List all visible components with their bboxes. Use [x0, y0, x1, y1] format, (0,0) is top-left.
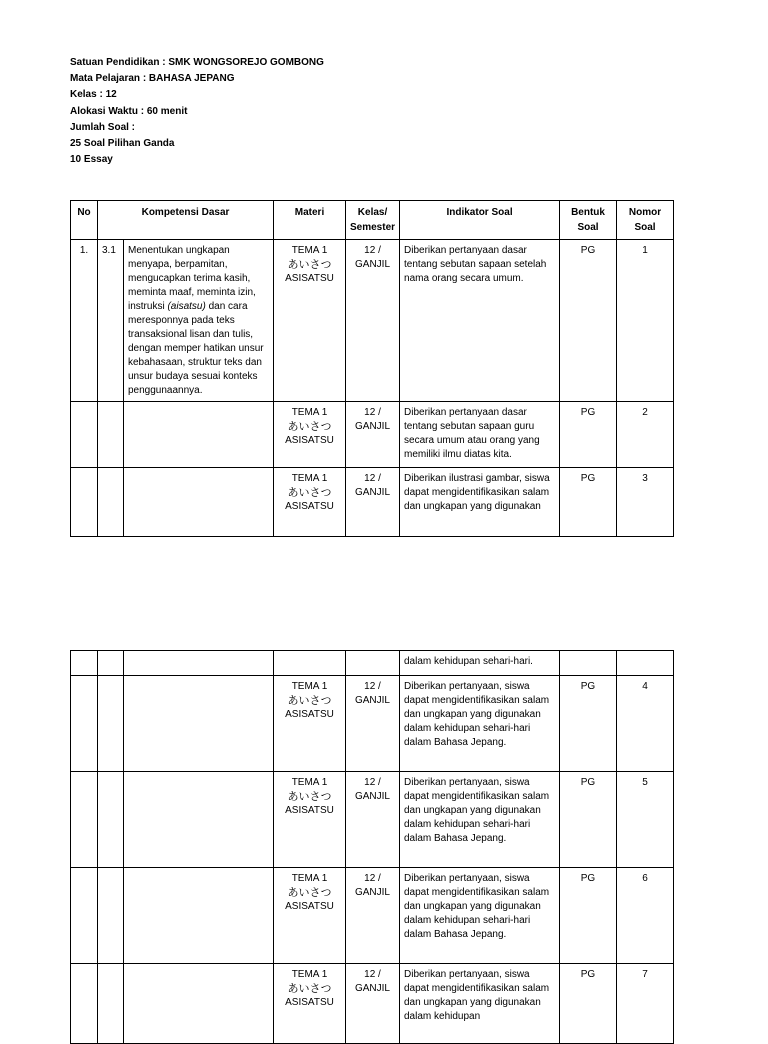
empty-cell — [98, 402, 124, 468]
table-row — [71, 676, 674, 772]
nomor-cell: 1 — [617, 240, 674, 402]
kelas-value: 12 / — [364, 681, 381, 692]
table-row — [71, 468, 674, 537]
materi-jp: あいさつ — [287, 258, 332, 271]
alokasi-waktu: Alokasi Waktu : 60 menit — [70, 105, 188, 117]
satuan-pendidikan: Satuan Pendidikan : SMK WONGSOREJO GOMBONG — [70, 57, 324, 68]
kd-text — [124, 240, 274, 402]
indikator-cell: Diberikan ilustrasi gambar, siswa dapat mengidentifikasikan salam dan ungkapan yang digunakan — [400, 468, 560, 537]
table-row — [71, 964, 674, 1044]
bentuk-cell: PG — [560, 402, 617, 468]
empty-cell — [124, 964, 274, 1044]
nomor-cell: 2 — [617, 402, 674, 468]
empty-cell — [71, 868, 98, 964]
empty-cell — [98, 964, 124, 1044]
kelas-semester-cell — [346, 964, 400, 1044]
materi-cell — [274, 468, 346, 537]
materi-tema: TEMA 1 — [291, 873, 328, 884]
materi-romaji: ASISATSU — [285, 273, 334, 284]
materi-jp: あいさつ — [287, 694, 332, 707]
header-bentuk-soal — [560, 201, 617, 240]
kelas-semester-cell — [346, 402, 400, 468]
header-materi: Materi — [274, 201, 346, 240]
bentuk-cell: PG — [560, 964, 617, 1044]
empty-cell — [124, 772, 274, 868]
header-no: No — [71, 201, 98, 240]
table-row — [71, 240, 674, 402]
empty-cell — [124, 468, 274, 537]
nomor-cell: 7 — [617, 964, 674, 1044]
kelas-semester-cell — [346, 676, 400, 772]
kelas-semester-cell — [346, 240, 400, 402]
empty-cell — [98, 772, 124, 868]
materi-tema: TEMA 1 — [291, 473, 328, 484]
nomor-cell: 5 — [617, 772, 674, 868]
empty-cell — [124, 676, 274, 772]
materi-jp: あいさつ — [287, 790, 332, 803]
semester-value: GANJIL — [354, 887, 390, 898]
table-row — [71, 402, 674, 468]
kisi-kisi-table-page2 — [70, 650, 674, 1044]
materi-cell — [274, 402, 346, 468]
table-row — [71, 772, 674, 868]
bentuk-cell: PG — [560, 240, 617, 402]
indikator-cell: Diberikan pertanyaan dasar tentang sebutan sapaan guru secara umum atau orang yang memiliki ilmu diatas kita. — [400, 402, 560, 468]
empty-cell — [617, 651, 674, 676]
materi-jp: あいさつ — [287, 886, 332, 899]
bentuk-cell: PG — [560, 468, 617, 537]
indikator-cell: Diberikan pertanyaan, siswa dapat mengidentifikasikan salam dan ungkapan yang digunakan dalam kehidupan sehari-hari dalam Bahasa Jepang. — [400, 772, 560, 868]
kisi-kisi-table-page1 — [70, 200, 674, 537]
indikator-cell: Diberikan pertanyaan, siswa dapat mengidentifikasikan salam dan ungkapan yang digunakan dalam kehidupan — [400, 964, 560, 1044]
kd-code: 3.1 — [98, 240, 124, 402]
kelas-semester-cell — [346, 468, 400, 537]
row-no: 1. — [71, 240, 98, 402]
materi-jp: あいさつ — [287, 982, 332, 995]
materi-cell — [274, 240, 346, 402]
materi-cell — [274, 964, 346, 1044]
kelas-semester-cell — [346, 868, 400, 964]
empty-cell — [560, 651, 617, 676]
kelas-value: 12 / — [364, 473, 381, 484]
jumlah-soal: Jumlah Soal : — [70, 121, 136, 133]
kelas-semester-cell — [346, 772, 400, 868]
header-indikator-soal: Indikator Soal — [400, 201, 560, 240]
materi-jp: あいさつ — [287, 486, 332, 499]
empty-cell — [71, 676, 98, 772]
nomor-cell: 6 — [617, 868, 674, 964]
header-nomor-soal — [617, 201, 674, 240]
materi-tema: TEMA 1 — [291, 245, 328, 256]
header-nomor-line2: Soal — [634, 222, 656, 233]
materi-romaji: ASISATSU — [285, 805, 334, 816]
empty-cell — [71, 772, 98, 868]
bentuk-cell: PG — [560, 676, 617, 772]
kd-text-italic: (aisatsu) — [167, 301, 206, 312]
materi-cell — [274, 868, 346, 964]
kelas-value: 12 / — [364, 245, 381, 256]
table-header-row — [71, 201, 674, 240]
materi-tema: TEMA 1 — [291, 777, 328, 788]
empty-cell — [98, 468, 124, 537]
nomor-cell: 4 — [617, 676, 674, 772]
empty-cell — [124, 651, 274, 676]
materi-cell — [274, 676, 346, 772]
semester-value: GANJIL — [354, 695, 390, 706]
empty-cell — [98, 676, 124, 772]
empty-cell — [71, 964, 98, 1044]
kelas-value: 12 / — [364, 873, 381, 884]
materi-tema: TEMA 1 — [291, 681, 328, 692]
kelas-value: 12 / — [364, 407, 381, 418]
materi-cell — [274, 772, 346, 868]
empty-cell — [71, 402, 98, 468]
indikator-cell: Diberikan pertanyaan dasar tentang sebutan sapaan setelah nama orang secara umum. — [400, 240, 560, 402]
semester-value: GANJIL — [355, 421, 391, 432]
materi-tema: TEMA 1 — [291, 969, 328, 980]
table-row — [71, 868, 674, 964]
indikator-continuation: dalam kehidupan sehari-hari. — [400, 651, 560, 676]
materi-romaji: ASISATSU — [285, 501, 334, 512]
empty-cell — [98, 868, 124, 964]
empty-cell — [346, 651, 400, 676]
kd-text-part1: Menentukan ungkapan menyapa, berpamitan, mengucapkan terima kasih, meminta maaf, meminta izin, instruksi — [128, 245, 256, 312]
header-nomor-line1: Nomor — [628, 207, 662, 218]
empty-cell — [98, 651, 124, 676]
header-kelas-line2: Semester — [350, 222, 396, 233]
empty-cell — [124, 402, 274, 468]
document-header — [70, 55, 324, 168]
indikator-cell: Diberikan pertanyaan, siswa dapat mengidentifikasikan salam dan ungkapan yang digunakan dalam kehidupan sehari-hari dalam Bahasa Jepang. — [400, 868, 560, 964]
semester-value: GANJIL — [354, 791, 390, 802]
materi-romaji: ASISATSU — [285, 709, 334, 720]
nomor-cell: 3 — [617, 468, 674, 537]
header-kelas-semester — [346, 201, 400, 240]
kelas-value: 12 / — [364, 969, 381, 980]
bentuk-cell: PG — [560, 772, 617, 868]
kelas-value: 12 / — [364, 777, 381, 788]
jumlah-pg: 25 Soal Pilihan Ganda — [70, 138, 175, 150]
kd-text-part2: dan cara meresponnya pada teks transaksional lisan dan tulis, dengan memper hatikan unsur kebahasaan, struktur teks dan unsur budaya sesuai konteks penggunaannya. — [128, 301, 264, 396]
kelas: Kelas : 12 — [70, 89, 117, 101]
semester-value: GANJIL — [355, 259, 391, 270]
materi-romaji: ASISATSU — [285, 435, 334, 446]
empty-cell — [124, 868, 274, 964]
empty-cell — [71, 468, 98, 537]
empty-cell — [71, 651, 98, 676]
bentuk-cell: PG — [560, 868, 617, 964]
jumlah-essay: 10 Essay — [70, 154, 113, 166]
materi-romaji: ASISATSU — [285, 901, 334, 912]
semester-value: GANJIL — [354, 983, 390, 994]
header-kompetensi-dasar: Kompetensi Dasar — [98, 201, 274, 240]
indikator-cell: Diberikan pertanyaan, siswa dapat mengidentifikasikan salam dan ungkapan yang digunakan dalam kehidupan sehari-hari dalam Bahasa Jepang. — [400, 676, 560, 772]
empty-cell — [274, 651, 346, 676]
semester-value: GANJIL — [355, 487, 391, 498]
mata-pelajaran: Mata Pelajaran : BAHASA JEPANG — [70, 73, 235, 85]
header-bentuk-line1: Bentuk — [571, 207, 605, 218]
table-row-continuation — [71, 651, 674, 676]
header-kelas-line1: Kelas/ — [357, 207, 388, 218]
materi-tema: TEMA 1 — [291, 407, 328, 418]
header-bentuk-line2: Soal — [577, 222, 599, 233]
materi-jp: あいさつ — [287, 420, 332, 433]
materi-romaji: ASISATSU — [285, 997, 334, 1008]
